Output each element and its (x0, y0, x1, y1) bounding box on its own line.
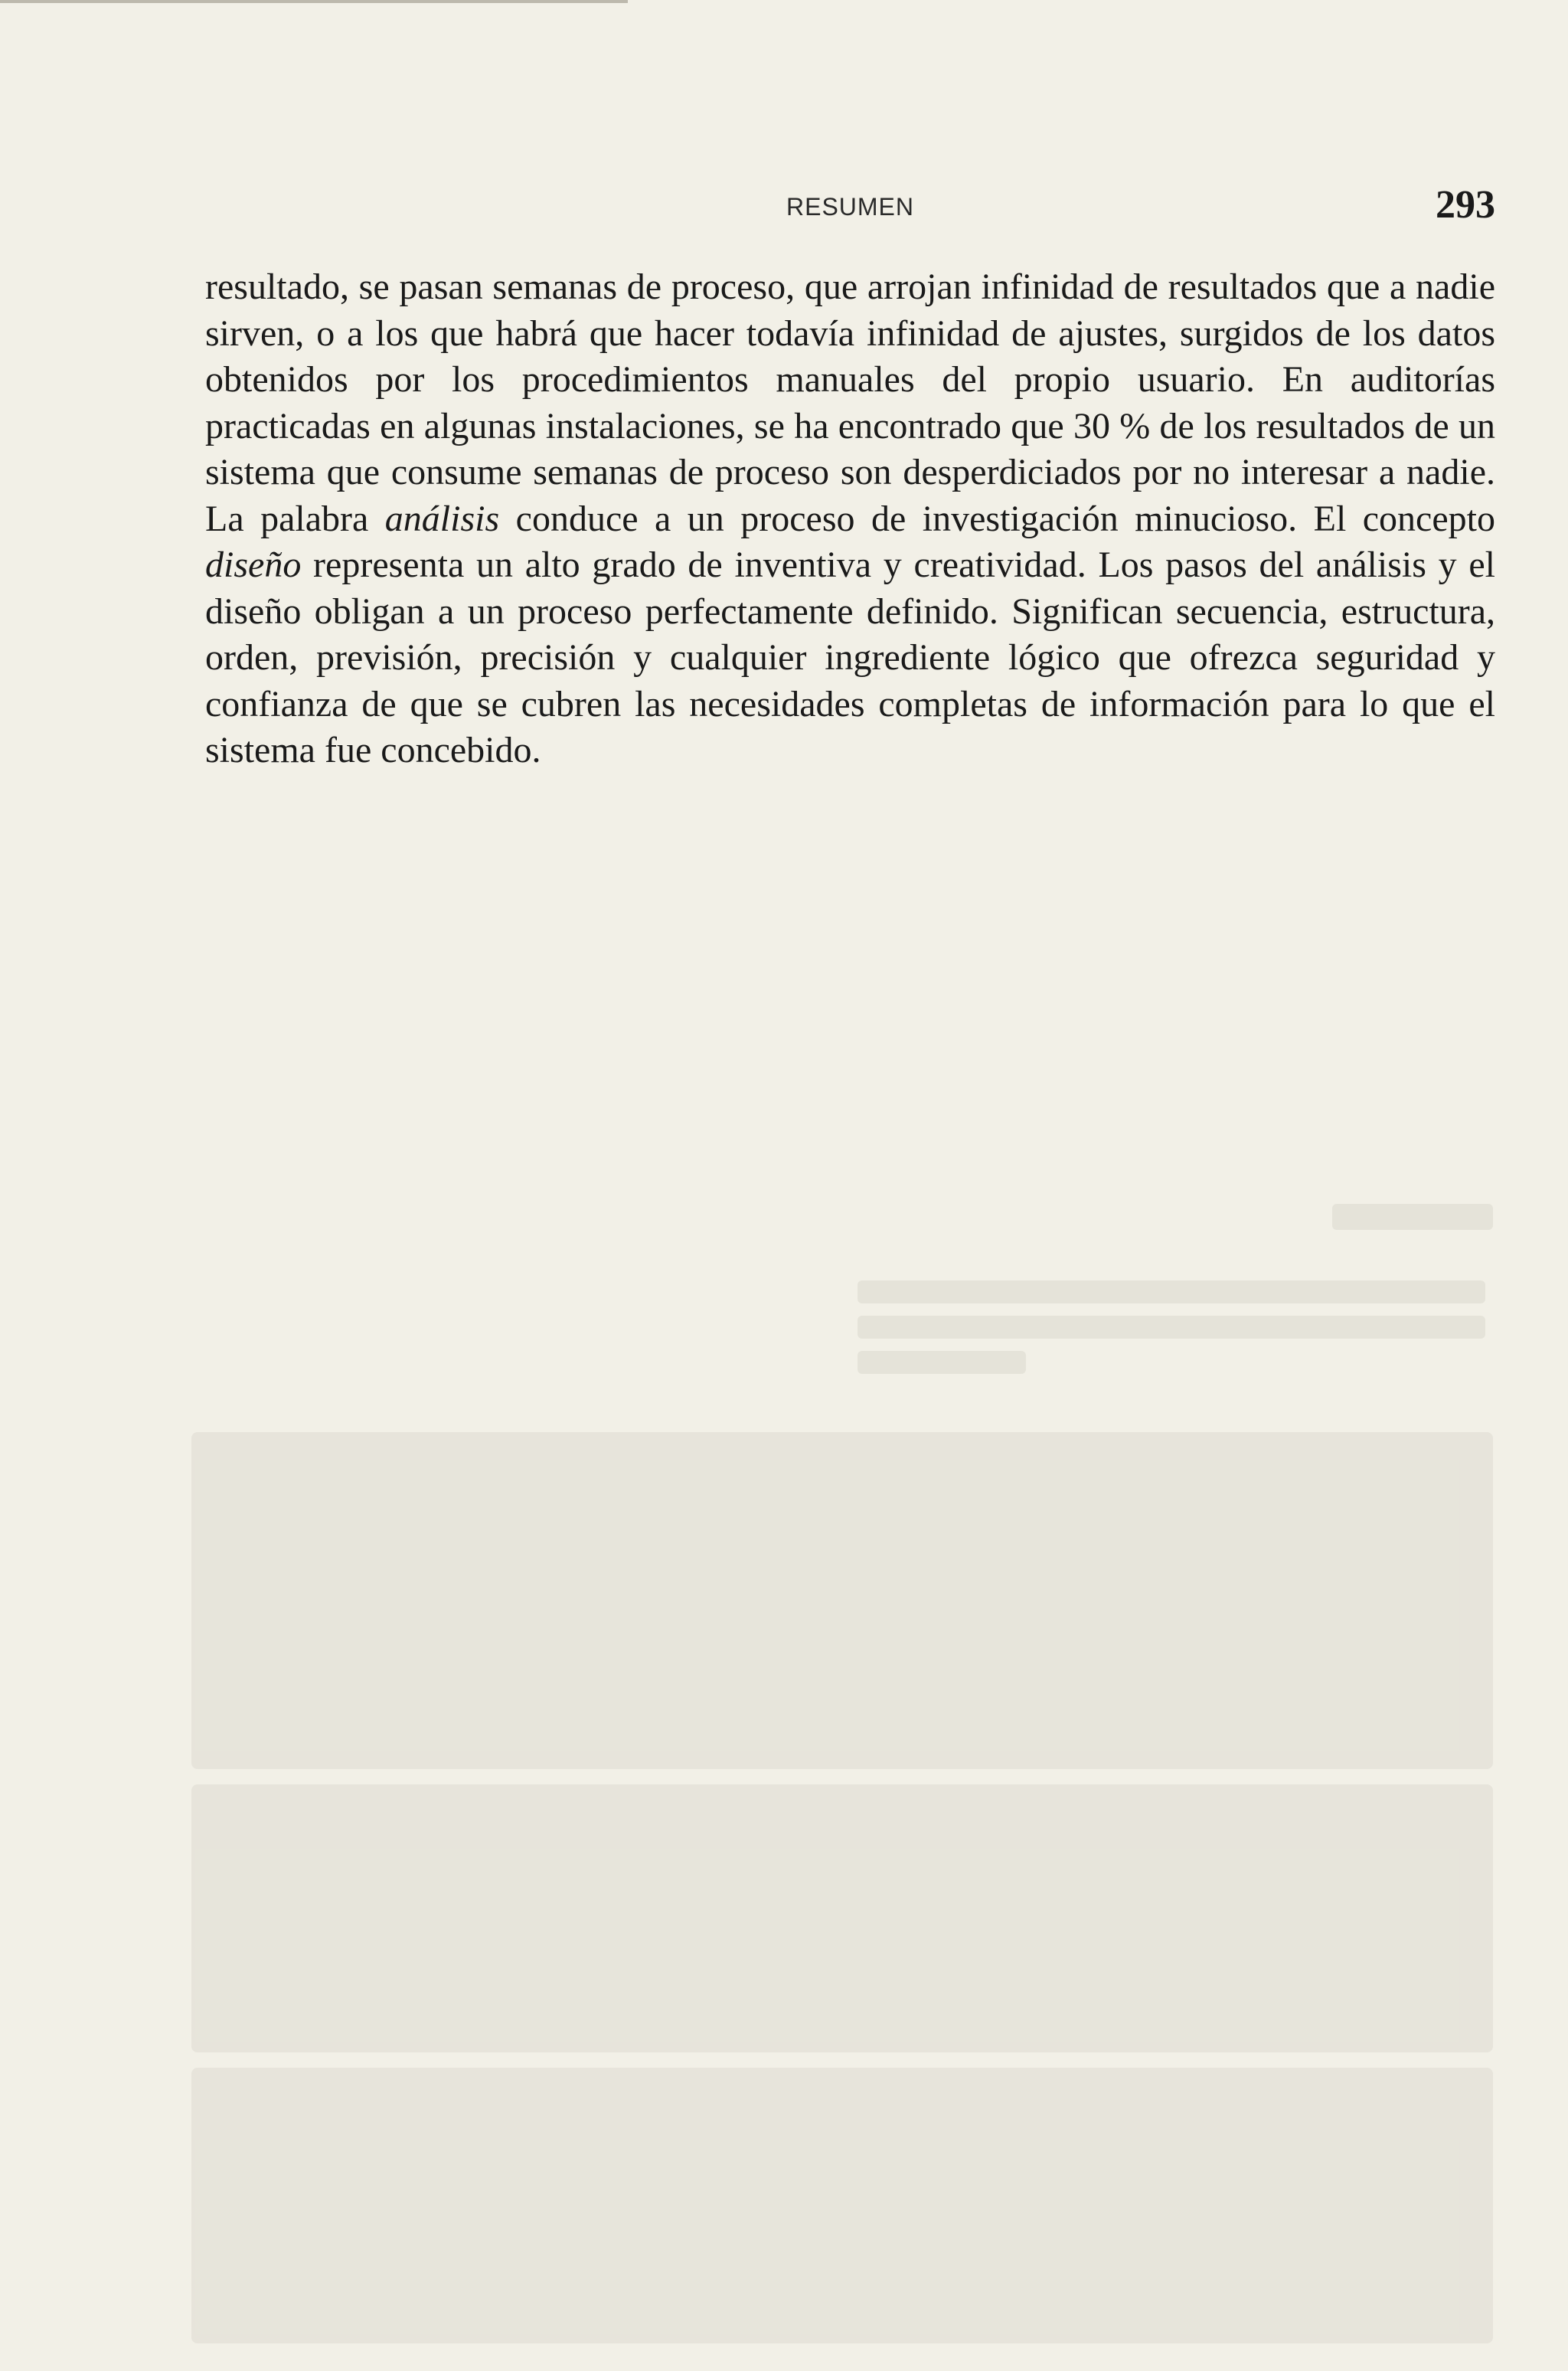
bleed-through-epigraph (858, 1280, 1485, 1303)
bleed-through-paragraph (191, 2068, 1493, 2343)
bleed-through-heading (1332, 1204, 1493, 1230)
page-top-edge (0, 0, 628, 3)
page-header (205, 182, 1495, 228)
body-text-segment: conduce a un proceso de investigación minucioso. El concepto (499, 498, 1495, 539)
bleed-through-paragraph (191, 1432, 1493, 1769)
bleed-through-paragraph (191, 1784, 1493, 2052)
body-text-segment: representa un alto grado de inventiva y creatividad. Los pasos del análisis y el diseño obligan a un proceso perfectamente definido. Significan secuencia, estructura, orden, previsión, precisión y cualquier ingrediente lógico que ofrezca seguridad y confianza de que se cubren las necesidades completas de información para lo que el sistema fue concebido. (205, 545, 1495, 770)
body-paragraph (205, 264, 1495, 774)
page-number: 293 (1436, 183, 1495, 227)
running-head: RESUMEN (786, 193, 914, 221)
italic-term-analisis: análisis (384, 498, 500, 539)
bleed-through-epigraph (858, 1316, 1485, 1339)
body-text-segment: resultado, se pasan semanas de proceso, que arrojan infinidad de resultados que a nadie sirven, o a los que habrá que hacer todavía infinidad de ajustes, surgidos de los datos obtenidos por los procedimientos manuales del propio usuario. En auditorías practicadas en algunas instalaciones, se ha encontrado que 30 % de los resultados de un sistema que consume semanas de proceso son desperdiciados por no interesar a nadie. La palabra (205, 267, 1495, 539)
italic-term-diseno: diseño (205, 545, 302, 585)
bleed-through-epigraph (858, 1351, 1026, 1374)
